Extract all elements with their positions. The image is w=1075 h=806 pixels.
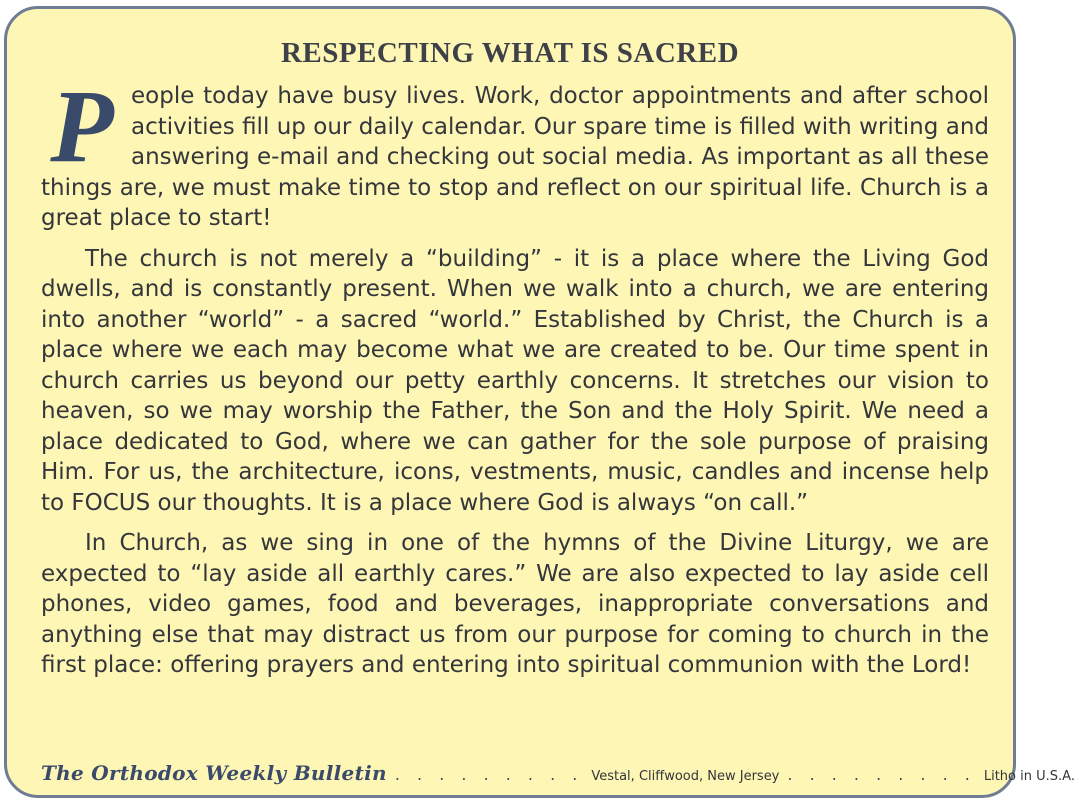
- article-paragraph-1: [41, 69, 989, 234]
- printing-note: Litho in U.S.A.: [983, 769, 1075, 784]
- footer-line: [41, 761, 1075, 787]
- footer-dots-left: . . . . . . . . .: [394, 765, 584, 784]
- article-paragraph-2: The church is not merely a “building” - it is a place where the Living God dwells, and is constantly present. When we walk into a church, we are entering into another “world” - a sacred “world.” Established by Christ, the Church is a place where we each may become what we are created to be. Our time spent in church carries us beyond our petty earthly concerns. It stretches our vision to heaven, so we may worship the Father, the Son and the Holy Spirit. We need a place dedicated to God, where we can gather for the sole purpose of praising Him. For us, the architecture, icons, vestments, music, candles and incense help to FOCUS our thoughts. It is a place where God is always “on call.”: [41, 245, 989, 516]
- article-title: RESPECTING WHAT IS SACRED: [280, 37, 740, 69]
- publication-name: The Orthodox Weekly Bulletin: [41, 761, 387, 785]
- publisher-location: Vestal, Cliffwood, New Jersey: [591, 769, 780, 784]
- footer-dots-right: . . . . . . . . .: [787, 765, 976, 784]
- article-body: [41, 69, 989, 691]
- article-paragraph-3: In Church, as we sing in one of the hymns of the Divine Liturgy, we are expected to “lay aside all earthly cares.” We are also expected to lay aside cell phones, video games, food and beverages, inappropriate conversations and anything else that may distract us from our purpose for coming to church in the first place: offering prayers and entering into spiritual communion with the Lord!: [41, 530, 989, 678]
- bulletin-card: [4, 6, 1075, 798]
- paragraph-1-text: eople today have busy lives. Work, doctor appointments and after school activities fill up our daily calendar. Our spare time is filled with writing and answering e-mail and checking out social media. As important as all these things are, we must make time to stop and reflect on our spiritual life. Church is a great place to start!: [41, 83, 989, 231]
- drop-cap-letter: P: [50, 69, 114, 184]
